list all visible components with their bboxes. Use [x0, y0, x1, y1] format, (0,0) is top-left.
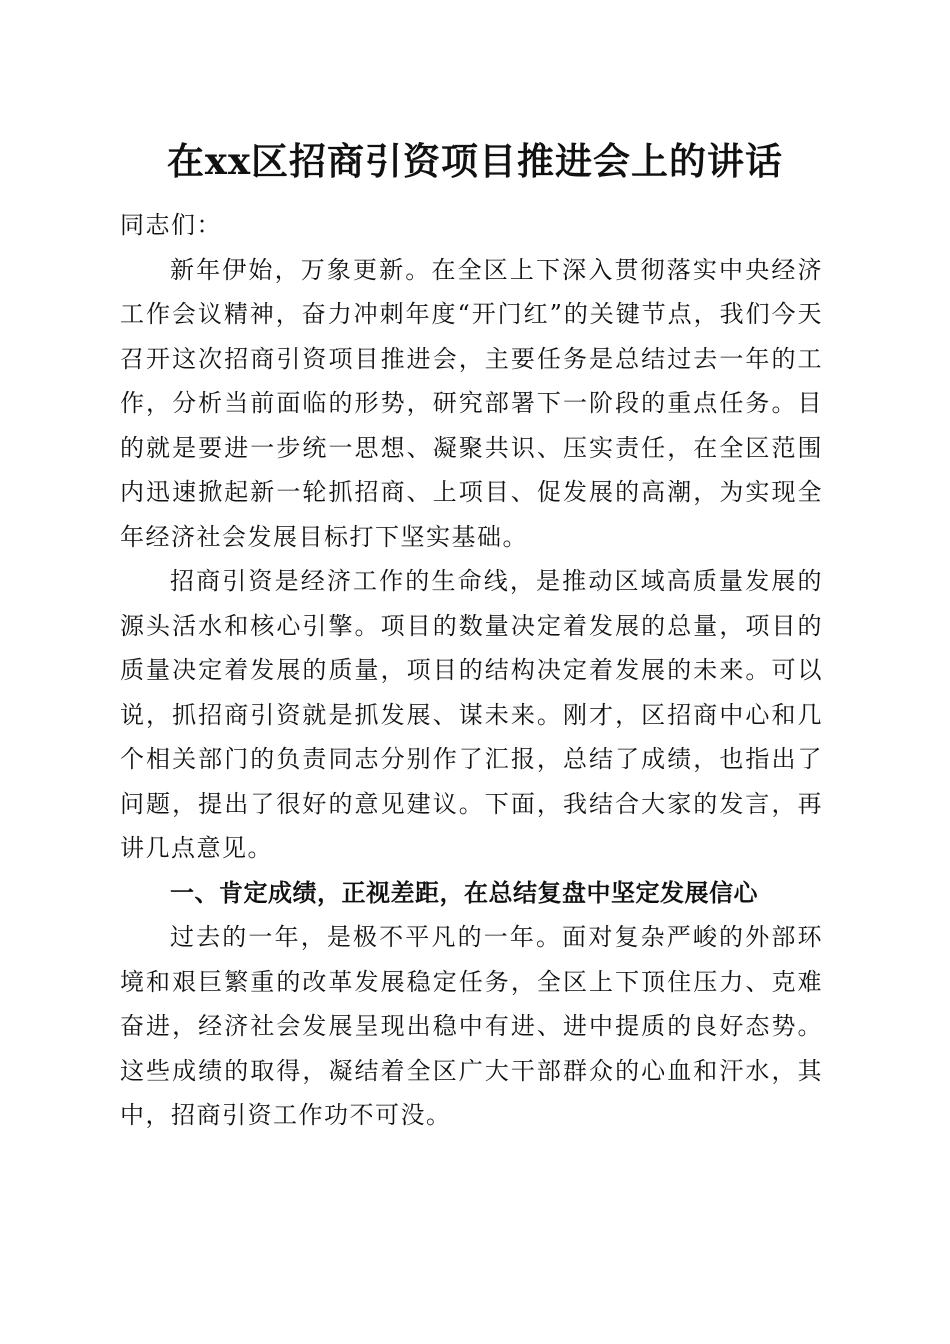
section-heading-1: 一、肯定成绩，正视差距，在总结复盘中坚定发展信心: [170, 878, 758, 907]
document-body: [120, 203, 823, 1138]
paragraph-intro: 新年伊始，万象更新。在全区上下深入贯彻落实中央经济工作会议精神，奋力冲刺年度“开门红”的关键节点，我们今天召开这次招商引资项目推进会，主要任务是总结过去一年的工作，分析当前面临的形势，研究部署下一阶段的重点任务。目的就是要进一步统一思想、凝聚共识、压实责任，在全区范围内迅速掀起新一轮抓招商、上项目、促发展的高潮，为实现全年经济社会发展目标打下坚实基础。: [120, 255, 823, 551]
paragraph-review: 过去的一年，是极不平凡的一年。面对复杂严峻的外部环境和艰巨繁重的改革发展稳定任务，全区上下顶住压力、克难奋进，经济社会发展呈现出稳中有进、进中提质的良好态势。这些成绩的取得，凝结着全区广大干部群众的心血和汗水，其中，招商引资工作功不可没。: [120, 923, 823, 1129]
document-title: 在xx区招商引资项目推进会上的讲话: [166, 139, 784, 183]
paragraph-significance: 招商引资是经济工作的生命线，是推动区域高质量发展的源头活水和核心引擎。项目的数量决定着发展的总量，项目的质量决定着发展的质量，项目的结构决定着发展的未来。可以说，抓招商引资就是抓发展、谋未来。刚才，区招商中心和几个相关部门的负责同志分别作了汇报，总结了成绩，也指出了问题，提出了很好的意见建议。下面，我结合大家的发言，再讲几点意见。: [120, 567, 823, 862]
salutation: 同志们：: [120, 211, 222, 239]
